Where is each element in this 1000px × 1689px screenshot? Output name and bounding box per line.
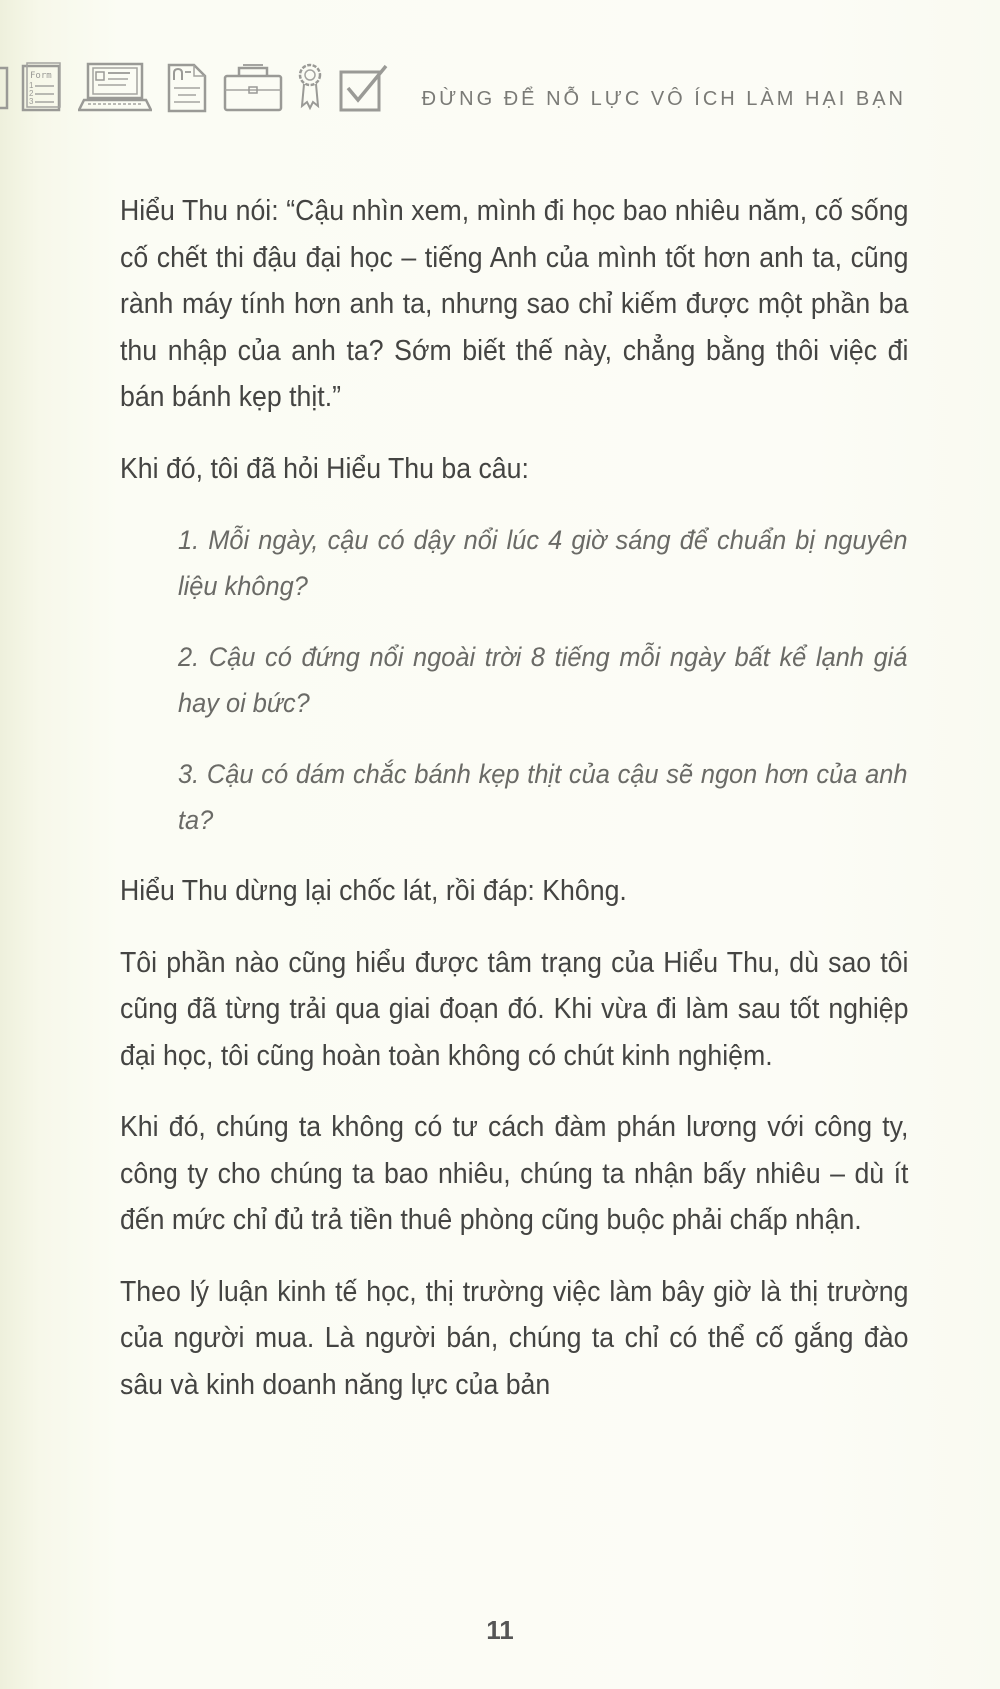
resume-document-icon <box>166 62 208 114</box>
running-head: ĐỪNG ĐỂ NỖ LỰC VÔ ÍCH LÀM HẠI BẠN <box>421 88 906 110</box>
svg-text:Form: Form <box>30 71 52 81</box>
paragraph: Khi đó, tôi đã hỏi Hiểu Thu ba câu: <box>120 452 529 485</box>
question-item: 3. Cậu có dám chắc bánh kẹp thịt của cậu sẽ ngon hơn của anh ta? <box>178 759 908 835</box>
paragraph: Hiểu Thu dừng lại chốc lát, rồi đáp: Không. <box>120 875 627 907</box>
question-item: 1. Mỗi ngày, cậu có dậy nổi lúc 4 giờ sáng để chuẩn bị nguyên liệu không? <box>178 525 908 601</box>
paragraph: Hiểu Thu nói: “Cậu nhìn xem, mình đi học bao nhiêu năm, cố sống cố chết thi đậu đại học – tiếng Anh của mình tốt hơn anh ta, cũng rành máy tính hơn anh ta, nhưng sao chỉ kiếm được một phần ba thu nhập của anh ta? Sớm biết thế này, chẳng bằng thôi việc đi bán bánh kẹp thịt.” <box>120 195 909 413</box>
paragraph: Theo lý luận kinh tế học, thị trường việc làm bây giờ là thị trường của người mua. Là người bán, chúng ta chỉ có thể cố gắng đào sâu và kinh doanh năng lực của bản <box>120 1275 909 1401</box>
laptop-icon <box>78 62 152 114</box>
page-number: 11 <box>486 1615 514 1645</box>
award-medal-icon <box>296 62 324 114</box>
header-icon-strip <box>0 62 400 114</box>
page-body <box>120 188 908 1433</box>
svg-text:2: 2 <box>29 89 34 98</box>
paragraph: Tôi phần nào cũng hiểu được tâm trạng của Hiểu Thu, dù sao tôi cũng đã từng trải qua giai đoạn đó. Khi vừa đi làm sau tốt nghiệp đại học, tôi cũng hoàn toàn không có chút kinh nghiệm. <box>120 946 909 1072</box>
svg-text:3: 3 <box>29 97 34 106</box>
svg-text:1: 1 <box>29 81 34 90</box>
briefcase-icon <box>223 62 283 114</box>
paragraph: Khi đó, chúng ta không có tư cách đàm phán lương với công ty, công ty cho chúng ta bao nhiêu, chúng ta nhận bấy nhiêu – dù ít đến mức chỉ đủ trả tiền thuê phòng cũng buộc phải chấp nhận. <box>120 1111 909 1236</box>
checkbox-icon <box>338 62 390 114</box>
question-item: 2. Cậu có đứng nổi ngoài trời 8 tiếng mỗi ngày bất kể lạnh giá hay oi bức? <box>178 642 908 718</box>
form-document-icon <box>20 62 64 114</box>
partial-book-icon <box>0 62 10 112</box>
